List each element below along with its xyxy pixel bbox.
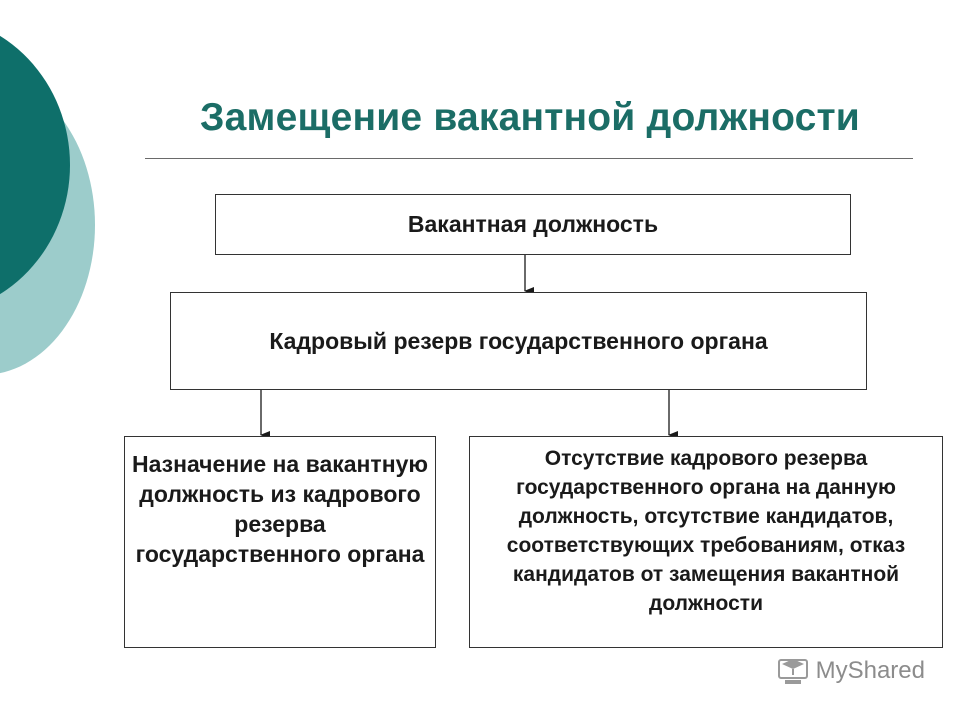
node-absence-label: Отсутствие кадрового резерва государственного органа на данную должность, отсутствие кандидатов, соответствующих требованиям, отказ кандидатов от замещения вакантной должности bbox=[506, 447, 906, 615]
node-personnel-reserve bbox=[170, 292, 867, 390]
node-personnel-reserve-label: Кадровый резерв государственного органа bbox=[269, 327, 768, 354]
node-vacant-position bbox=[215, 194, 851, 255]
node-absence bbox=[469, 436, 943, 648]
node-appointment bbox=[124, 436, 436, 648]
mortarboard-icon bbox=[776, 656, 810, 686]
watermark bbox=[776, 656, 925, 686]
node-vacant-position-label: Вакантная должность bbox=[407, 211, 659, 237]
node-appointment-label: Назначение на вакантную должность из кадрового резерва государственного органа bbox=[131, 451, 429, 567]
watermark-text: MyShared bbox=[815, 657, 925, 684]
slide-title: Замещение вакантной должности bbox=[200, 96, 860, 139]
title-underline bbox=[145, 158, 913, 159]
